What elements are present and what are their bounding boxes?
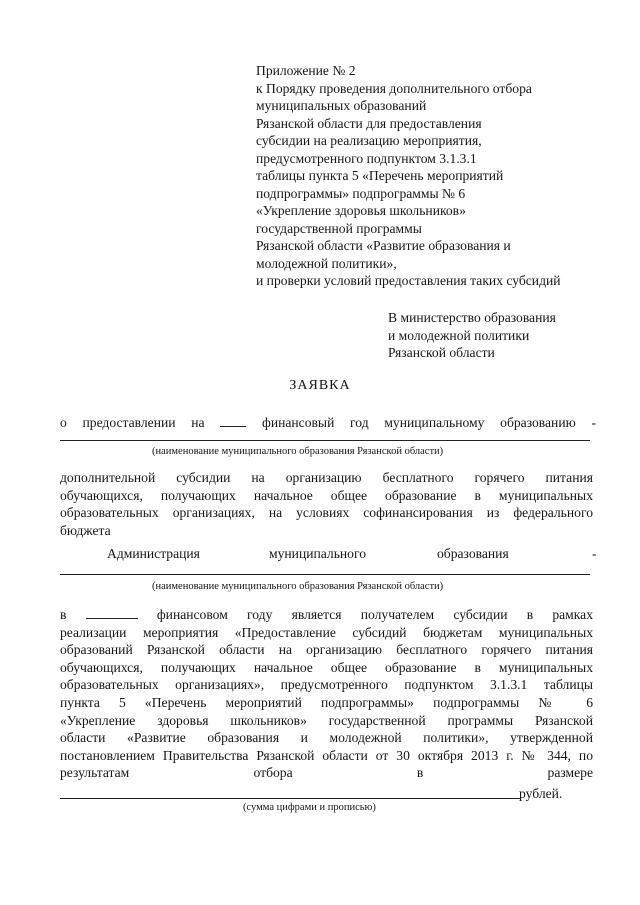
paragraph-line: бюджета	[60, 522, 111, 538]
paragraph-line: дополнительной субсидии на организацию бесплатного горячего питания	[60, 470, 593, 485]
addressee-line: В министерство образования	[388, 310, 556, 325]
municipality-fill-line-1[interactable]	[60, 440, 590, 441]
appendix-line: Приложение № 2	[256, 63, 356, 78]
admin-dash: -	[592, 546, 597, 561]
year-blank-1[interactable]	[220, 414, 246, 427]
paragraph-line: реализации мероприятия «Предоставление субсидий бюджетам муниципальных	[60, 624, 593, 640]
document-title: ЗАЯВКА	[289, 378, 351, 393]
paragraph-line: «Укрепление здоровья школьников» государственной программы Рязанской	[60, 712, 593, 728]
appendix-line: таблицы пункта 5 «Перечень мероприятий	[256, 168, 504, 183]
appendix-line: муниципальных образований	[256, 98, 427, 113]
appendix-line: предусмотренного подпунктом 3.1.3.1	[256, 150, 477, 166]
appendix-line: к Порядку проведения дополнительного отбора	[256, 80, 532, 96]
appendix-header	[256, 62, 561, 290]
paragraph-line: обучающихся, получающих начальное общее образование в муниципальных	[60, 487, 593, 503]
paragraph-line-first: в финансовом году является получателем субсидии в рамках	[60, 607, 594, 622]
appendix-line: «Укрепление здоровья школьников»	[256, 203, 466, 218]
admin-word-2: муниципального	[269, 546, 367, 561]
subsidy-paragraph	[60, 469, 593, 539]
amount-suffix: рублей.	[519, 786, 563, 801]
appendix-line: молодежной политики»,	[256, 255, 397, 271]
municipality-fill-line-2[interactable]	[60, 574, 590, 575]
paragraph-line: пункта 5 «Перечень мероприятий подпрограммы» подпрограммы № 6	[60, 694, 593, 710]
appendix-line: и проверки условий предоставления таких субсидий	[256, 273, 561, 288]
appendix-line: субсидии на реализацию мероприятия,	[256, 133, 482, 148]
amount-caption: (сумма цифрами и прописью)	[243, 802, 376, 813]
recipient-paragraph	[60, 606, 593, 782]
admin-word-1: Администрация	[107, 546, 200, 561]
intro-text-start: о предоставлении на	[60, 415, 205, 430]
paragraph-line: постановлением Правительства Рязанской области от 30 октября 2013 г. № 344, по	[60, 747, 593, 763]
intro-line	[60, 414, 596, 432]
paragraph-line: обучающихся, получающих начальное общее образование в муниципальных	[60, 659, 593, 675]
appendix-line: подпрограммы» подпрограммы № 6	[256, 185, 466, 201]
addressee-line: Рязанской области	[388, 345, 495, 360]
municipality-caption-2: (наименование муниципального образования Рязанской области)	[152, 581, 444, 592]
intro-text-end: финансовый год муниципальному образованию -	[262, 415, 597, 430]
municipality-caption-1: (наименование муниципального образования Рязанской области)	[152, 446, 444, 457]
appendix-line: Рязанской области «Развитие образования и	[256, 238, 511, 253]
paragraph-line: образовательных организациях, на условиях софинансирования из федерального	[60, 505, 593, 521]
admin-word-3: образования	[437, 546, 509, 561]
amount-fill-line[interactable]	[60, 798, 520, 799]
addressee-line: и молодежной политики	[388, 327, 530, 343]
year-blank-2[interactable]	[86, 606, 138, 619]
appendix-line: государственной программы	[256, 220, 422, 236]
addressee-block	[388, 309, 556, 362]
paragraph-line: результатам отбора в размере	[60, 765, 593, 781]
paragraph-line: образовательных организациях», предусмотренного подпунктом 3.1.3.1 таблицы	[60, 677, 593, 693]
paragraph-line: области «Развитие образования и молодежной политики», утвержденной	[60, 730, 593, 746]
appendix-line: Рязанской области для предоставления	[256, 115, 482, 131]
paragraph-line: образований Рязанской области на организацию бесплатного горячего питания	[60, 642, 593, 658]
